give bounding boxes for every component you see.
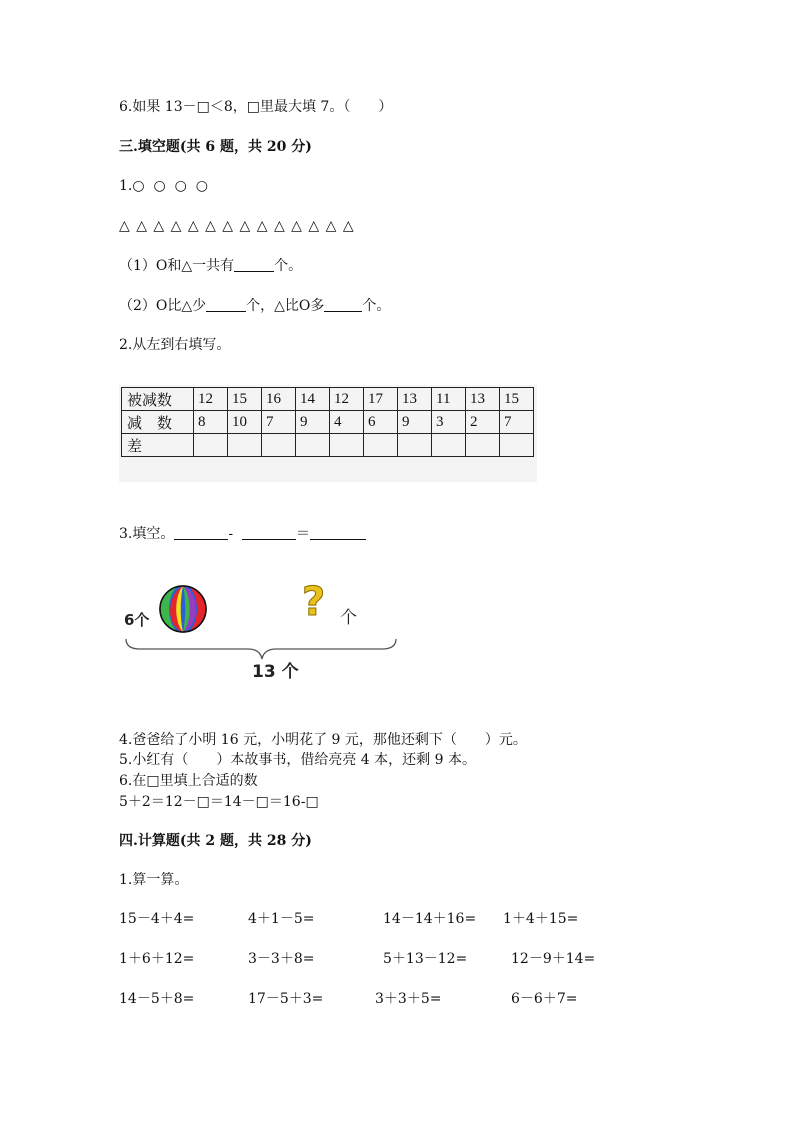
q1-sub2-suffix: 个。 — [362, 298, 391, 314]
table-cell: 13 — [398, 388, 432, 411]
answer-blank[interactable] — [324, 297, 362, 312]
answer-cell[interactable] — [466, 434, 500, 457]
q2-text: 2.从左到右填写。 — [119, 337, 231, 353]
triangles-row: △ △ △ △ △ △ △ △ △ △ △ △ △ △ — [119, 218, 355, 234]
answer-cell[interactable] — [228, 434, 262, 457]
table-cell: 7 — [500, 411, 534, 434]
right-count-label: 个 — [340, 608, 357, 628]
q4-text: 4.爸爸给了小明 16 元，小明花了 9 元，那他还剩下（ ）元。 — [119, 732, 527, 748]
answer-cell[interactable] — [330, 434, 364, 457]
answer-blank[interactable] — [174, 525, 228, 540]
beach-ball-icon — [160, 586, 206, 632]
calc-expr: 4＋1－5= — [248, 911, 315, 927]
q1-sub2-text: （2）O比△少 — [119, 298, 207, 314]
table-cell: 3 — [432, 411, 466, 434]
table-cell: 9 — [398, 411, 432, 434]
table-cell: 15 — [500, 388, 534, 411]
calc-expr: 6－6＋7= — [511, 991, 578, 1007]
table-cell: 16 — [262, 388, 296, 411]
table-cell: 4 — [330, 411, 364, 434]
subtraction-table — [121, 387, 534, 457]
calc-expr: 15－4＋4= — [119, 911, 195, 927]
answer-cell[interactable] — [398, 434, 432, 457]
table-cell: 6 — [364, 411, 398, 434]
q1-sub1-suffix: 个。 — [274, 258, 303, 274]
answer-blank[interactable] — [206, 297, 246, 312]
q5-text: 5.小红有（ ）本故事书，借给亮亮 4 本，还剩 9 本。 — [119, 752, 476, 768]
ball-figure — [120, 573, 400, 683]
equals-sign: ＝ — [296, 526, 310, 542]
answer-cell[interactable] — [296, 434, 330, 457]
table-cell: 14 — [296, 388, 330, 411]
table-cell: 13 — [466, 388, 500, 411]
table-cell: 17 — [364, 388, 398, 411]
table-cell: 12 — [194, 388, 228, 411]
section4-title: 四.计算题(共 2 题，共 28 分) — [119, 833, 312, 849]
calc-q1-title: 1.算一算。 — [119, 872, 189, 888]
answer-cell[interactable] — [500, 434, 534, 457]
answer-cell[interactable] — [432, 434, 466, 457]
calc-expr: 1＋4＋15= — [503, 911, 579, 927]
minus-sign: - — [228, 526, 234, 542]
row-head-difference: 差 — [122, 434, 194, 457]
calc-expr: 3－3＋8= — [248, 951, 315, 967]
brace-icon — [126, 639, 396, 659]
table-cell: 7 — [262, 411, 296, 434]
table-cell: 11 — [432, 388, 466, 411]
q1-sub2 — [119, 297, 390, 315]
table-cell: 2 — [466, 411, 500, 434]
row-head-subtrahend: 减 数 — [122, 411, 194, 434]
row-head-minuend: 被减数 — [122, 388, 194, 411]
q1-circles-line — [119, 177, 208, 195]
q1-sub1 — [119, 257, 302, 275]
table-row — [122, 388, 534, 411]
section3-title: 三.填空题(共 6 题，共 20 分) — [119, 139, 312, 155]
calc-expr: 14－14＋16= — [383, 911, 477, 927]
table-cell: 12 — [330, 388, 364, 411]
answer-blank[interactable] — [242, 525, 296, 540]
table-cell: 9 — [296, 411, 330, 434]
table-row — [122, 411, 534, 434]
calc-expr: 1＋6＋12= — [119, 951, 195, 967]
judge-q6: 6.如果 13－□＜8，□里最大填 7。（ ） — [119, 99, 393, 115]
q1-label: 1. — [119, 178, 133, 194]
q1-sub2-mid: 个，△比O多 — [246, 298, 325, 314]
calc-expr: 17－5＋3= — [248, 991, 324, 1007]
answer-blank[interactable] — [234, 257, 274, 272]
question-mark-icon: ? — [302, 579, 326, 625]
table-cell: 10 — [228, 411, 262, 434]
answer-cell[interactable] — [262, 434, 296, 457]
q6-expression: 5＋2＝12－□＝14－□＝16-□ — [119, 794, 319, 810]
answer-blank[interactable] — [310, 525, 366, 540]
answer-cell[interactable] — [194, 434, 228, 457]
table-cell: 8 — [194, 411, 228, 434]
q1-sub1-text: （1）O和△一共有 — [119, 258, 235, 274]
table-cell: 15 — [228, 388, 262, 411]
calc-expr: 14－5＋8= — [119, 991, 195, 1007]
circles-row: ○ ○ ○ ○ — [132, 178, 208, 194]
q6-text: 6.在□里填上合适的数 — [119, 773, 258, 789]
left-count-label: 6个 — [124, 611, 150, 629]
calc-expr: 12－9＋14= — [511, 951, 596, 967]
calc-expr: 5＋13－12= — [383, 951, 468, 967]
total-label: 13 个 — [252, 662, 299, 682]
answer-cell[interactable] — [364, 434, 398, 457]
q3-text: 3.填空。 — [119, 526, 175, 542]
table-row — [122, 434, 534, 457]
calc-expr: 3＋3＋5= — [375, 991, 442, 1007]
q3-line — [119, 525, 366, 543]
